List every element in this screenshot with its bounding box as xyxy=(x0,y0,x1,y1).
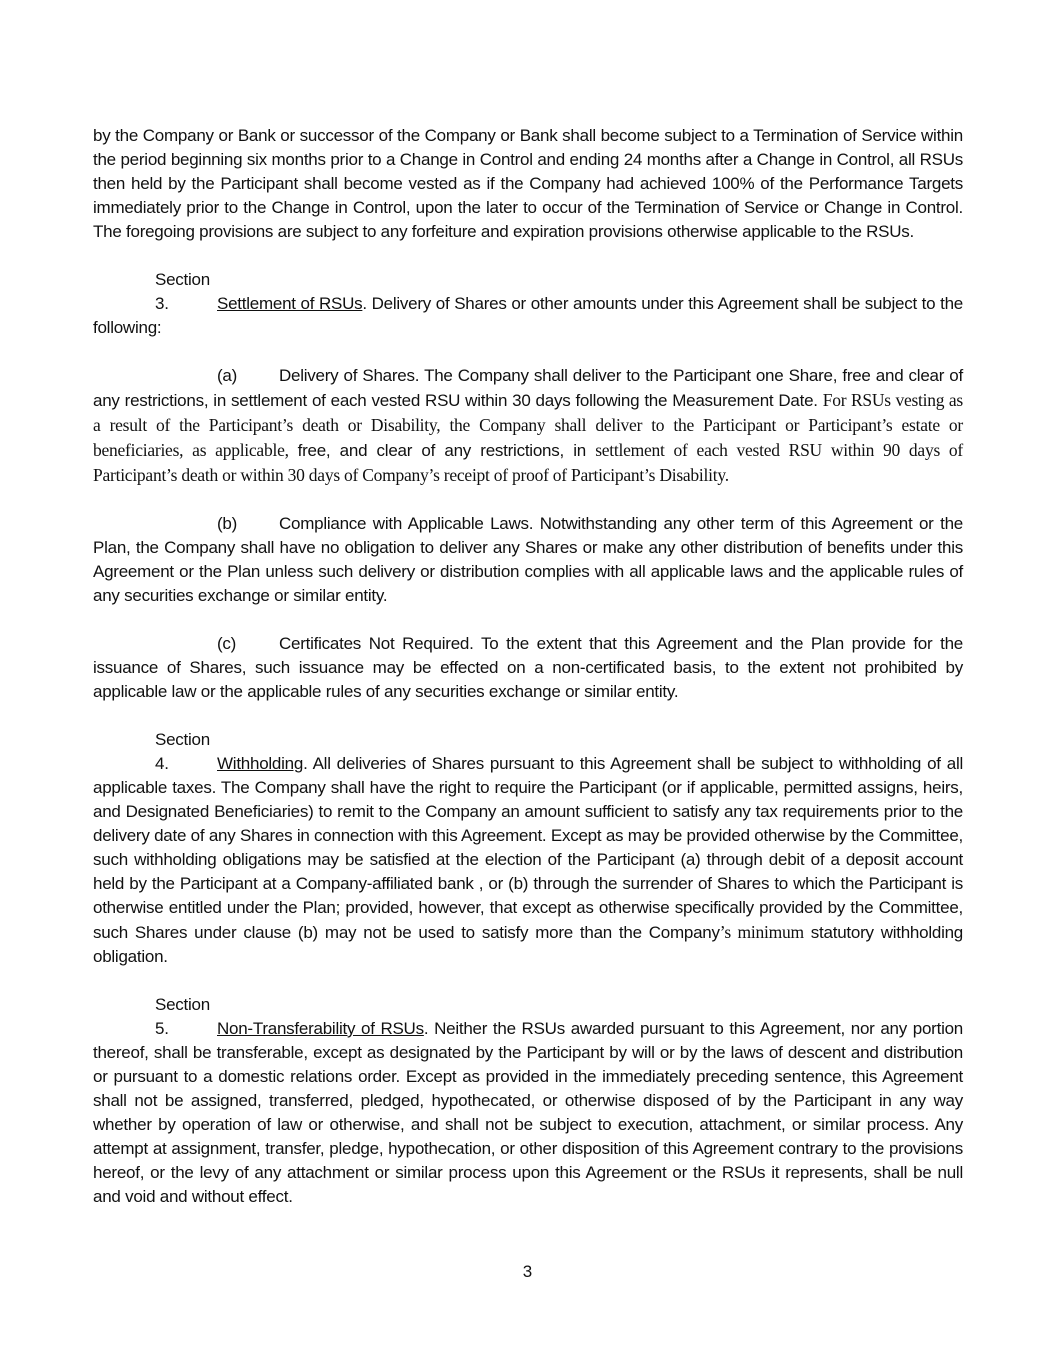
section-4-number: Section 4. xyxy=(155,730,210,773)
section-5-title: Non-Transferability of RSUs xyxy=(217,1019,424,1038)
subsection-a-text-mid: free, and clear of any restrictions, in xyxy=(297,441,596,460)
subsection-a-serif-text: For RSUs vesting as a result of the Participant’s death or Disability, the Company shall deliver to the Participant or Participant’s estate or beneficiaries, as applicable, xyxy=(93,390,963,460)
subsection-b-heading: Compliance with Applicable Laws. xyxy=(279,514,534,533)
subsection-a-label: (a) xyxy=(217,366,238,385)
section-3-text: . Delivery of Shares or other amounts under this Agreement shall be subject to the following: xyxy=(93,294,964,337)
section-3-paragraph xyxy=(93,268,963,340)
subsection-b-label: (b) xyxy=(217,514,238,533)
subsection-b-text: Notwithstanding any other term of this Agreement or the Plan, the Company shall have no obligation to deliver any Shares or make any other distribution of benefits under this Agreement or the Plan unless such delivery or distribution complies with all applicable laws and the applicable rules of any securities exchange or similar entity. xyxy=(93,514,963,605)
section-4-paragraph xyxy=(93,728,963,969)
subsection-a-paragraph xyxy=(93,364,963,488)
page-number: 3 xyxy=(522,1262,533,1281)
continuation-paragraph: by the Company or Bank or successor of the Company or Bank shall become subject to a Termination of Service within the period beginning six months prior to a Change in Control and ending 24 months after a Change in Control, all RSUs then held by the Participant shall become vested as if the Company had achieved 100% of the Performance Targets immediately prior to the Change in Control, upon the later to occur of the Termination of Service or Change in Control. The foregoing provisions are subject to any forfeiture and expiration provisions otherwise applicable to the RSUs. xyxy=(93,126,963,241)
subsection-c-text: To the extent that this Agreement and the Plan provide for the issuance of Shares, such issuance may be effected on a non-certificated basis, to the extent not prohibited by applicable law or the applicable rules of any securities exchange or similar entity. xyxy=(93,634,963,701)
subsection-b-paragraph xyxy=(93,512,963,608)
subsection-a-serif-text-end: settlement of each vested RSU within 90 days of Participant’s death or within 30 days of Company’s receipt of proof of Participant’s Disability. xyxy=(93,440,963,485)
section-4-text-end: statutory withholding obligation. xyxy=(93,923,964,966)
section-3-title: Settlement of RSUs xyxy=(217,294,363,313)
subsection-a-text: The Company shall deliver to the Participant one Share, free and clear of any restrictions, in settlement of each vested RSU within 30 days following the Measurement Date. xyxy=(93,366,963,410)
subsection-c-paragraph xyxy=(93,632,963,704)
subsection-c-label: (c) xyxy=(217,634,237,653)
section-5-number: Section 5. xyxy=(155,995,210,1038)
section-4-serif-tail: ’s minimum xyxy=(719,922,804,942)
section-4-title: Withholding xyxy=(217,754,304,773)
subsection-c-heading: Certificates Not Required. xyxy=(279,634,474,653)
document-body xyxy=(93,124,963,1209)
section-3-number: Section 3. xyxy=(155,270,210,313)
section-5-paragraph xyxy=(93,993,963,1209)
section-5-text: . Neither the RSUs awarded pursuant to this Agreement, nor any portion thereof, shall be transferable, except as designated by the Participant by will or by the laws of descent and distribution or pursuant to a domestic relations order. Except as provided in the immediately preceding sentence, this Agreement shall not be assigned, transferred, pledged, hypothecated, or otherwise disposed of by the Participant in any way whether by operation of law or otherwise, and shall not be subject to execution, attachment, or similar process. Any attempt at assignment, transfer, pledge, hypothecation, or other disposition of this Agreement contrary to the provisions hereof, or the levy of any attachment or similar process upon this Agreement or the RSUs it represents, shall be null and void and without effect. xyxy=(93,1019,964,1206)
subsection-a-heading: Delivery of Shares. xyxy=(279,366,420,385)
section-4-text: . All deliveries of Shares pursuant to this Agreement shall be subject to withholding of all applicable taxes. The Company shall have the right to require the Participant (or if applicable, permitted assigns, heirs, and Designated Beneficiaries) to remit to the Company an amount sufficient to satisfy any tax requirements prior to the delivery date of any Shares in connection with this Agreement. Except as may be provided otherwise by the Committee, such withholding obligations may be satisfied at the election of the Participant (a) through debit of a deposit account held by the Participant at a Company-affiliated bank , or (b) through the surrender of Shares to which the Participant is otherwise entitled under the Plan; provided, however, that except as otherwise specifically provided by the Committee, such Shares under clause (b) may not be used to satisfy more than the Company xyxy=(93,754,963,942)
